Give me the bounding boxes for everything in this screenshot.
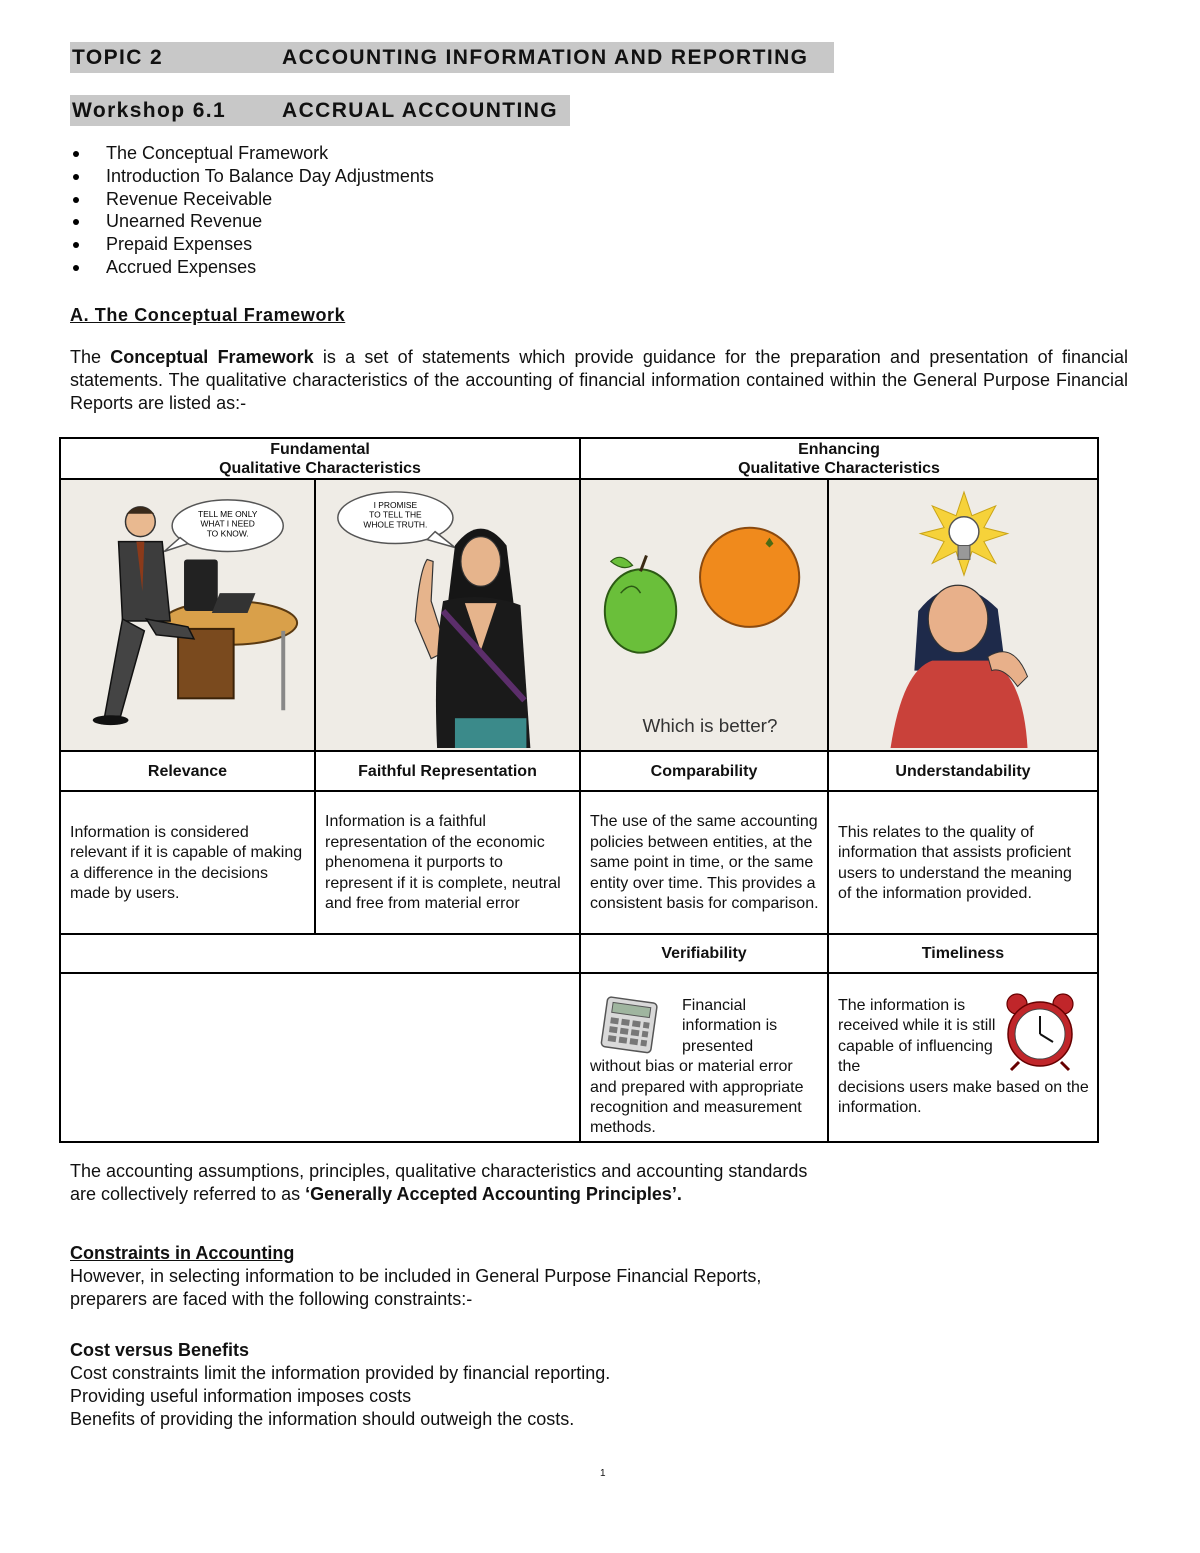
businessman-illustration — [61, 481, 314, 749]
workshop-title: ACCRUAL ACCOUNTING — [282, 99, 559, 122]
lightbulb-woman-illustration — [829, 481, 1097, 749]
list-item: Revenue Receivable — [70, 188, 670, 211]
speech-woman-line3: WHOLE TRUTH. — [363, 519, 428, 530]
enhancing-header — [580, 438, 1098, 479]
constraints-section — [70, 1242, 1070, 1311]
enhancing-line2: Qualitative Characteristics — [738, 459, 940, 477]
intro-bold-term: Conceptual Framework — [110, 347, 314, 367]
verifiability-title: Verifiability — [580, 934, 828, 973]
section-a-title: A. The Conceptual Framework — [70, 305, 346, 325]
intro-rest: is a set of statements which provide guidance for the preparation and presentation of financial statements. The qualitative characteristics of the accounting of financial information contained within the General Purpose Financial Reports are listed as:- — [70, 347, 1128, 413]
faithful-representation-description: Information is a faithful representation of the economic phenomena it purports to represent if it is complete, neutral and free from material error — [315, 791, 580, 934]
cost-benefit-line: Benefits of providing the information should outweigh the costs. — [70, 1409, 575, 1429]
topic-title: ACCOUNTING INFORMATION AND REPORTING — [282, 46, 809, 69]
constraints-title: Constraints in Accounting — [70, 1243, 295, 1263]
verifiability-side-text: Financial information is presented — [682, 997, 778, 1055]
speech-man-line3: TO KNOW. — [206, 528, 249, 539]
list-item: Prepaid Expenses — [70, 233, 670, 256]
gaap-line2-lead: are collectively referred to as — [70, 1184, 301, 1204]
empty-description-cell — [60, 973, 580, 1142]
empty-title-cell — [60, 934, 580, 973]
cost-benefit-line: Providing useful information imposes costs — [70, 1386, 412, 1406]
cost-benefit-line: Cost constraints limit the information provided by financial reporting. — [70, 1363, 611, 1383]
enhancing-line1: Enhancing — [798, 440, 880, 458]
workshop-label: Workshop 6.1 — [72, 99, 227, 122]
speech-woman-line2: TO TELL THE — [369, 509, 422, 520]
topic-bullet-list — [70, 142, 670, 279]
comparability-illustration — [580, 479, 828, 751]
topic-label: TOPIC 2 — [72, 46, 164, 69]
relevance-illustration — [60, 479, 315, 751]
timeliness-description — [828, 973, 1098, 1142]
fundamental-line2: Qualitative Characteristics — [219, 459, 421, 477]
topic-header — [70, 42, 834, 73]
intro-lead: The — [70, 347, 102, 367]
cost-benefit-section — [70, 1339, 1070, 1431]
workshop-header — [70, 95, 570, 126]
gaap-term: ‘Generally Accepted Accounting Principles’. — [305, 1184, 682, 1204]
relevance-description: Information is considered relevant if it is capable of making a difference in the decisions made by users. — [60, 791, 315, 934]
speech-man-line1: TELL ME ONLY — [197, 508, 258, 519]
page-number: 1 — [600, 1468, 606, 1479]
fruit-caption: Which is better? — [642, 715, 778, 737]
comparability-title: Comparability — [580, 751, 828, 791]
comparability-description: The use of the same accounting policies between entities, at the same point in time, or the same entity over time. This provides a consistent basis for comparison. — [580, 791, 828, 934]
calculator-icon — [592, 996, 668, 1056]
list-item: The Conceptual Framework — [70, 142, 670, 165]
verifiability-below-text: without bias or material error and prepared with appropriate recognition and measurement methods. — [590, 1058, 804, 1137]
faithful-representation-title: Faithful Representation — [315, 751, 580, 791]
timeliness-below-text: decisions users make based on the information. — [838, 1078, 1089, 1117]
gaap-line1: The accounting assumptions, principles, qualitative characteristics and accounting standards — [70, 1161, 808, 1181]
relevance-title: Relevance — [60, 751, 315, 791]
section-a-intro — [70, 346, 1128, 415]
constraints-line2: preparers are faced with the following constraints:- — [70, 1289, 473, 1309]
alarm-clock-icon — [997, 992, 1083, 1072]
constraints-line1: However, in selecting information to be included in General Purpose Financial Reports, — [70, 1266, 762, 1286]
gaap-paragraph — [70, 1160, 1070, 1206]
list-item: Unearned Revenue — [70, 210, 670, 233]
understandability-illustration — [828, 479, 1098, 751]
timeliness-title: Timeliness — [828, 934, 1098, 973]
qualitative-characteristics-table — [59, 437, 1099, 1143]
faithful-representation-illustration — [315, 479, 580, 751]
list-item: Accrued Expenses — [70, 256, 670, 279]
apple-orange-illustration — [581, 481, 827, 749]
verifiability-description — [580, 973, 828, 1142]
fundamental-header — [60, 438, 580, 479]
fundamental-line1: Fundamental — [270, 440, 370, 458]
gaap-line2 — [70, 1183, 1070, 1206]
understandability-description: This relates to the quality of information that assists proficient users to understand the meaning of the information provided. — [828, 791, 1098, 934]
timeliness-side-text: The information is received while it is still capable of influencing the — [838, 997, 996, 1076]
speech-man-line2: WHAT I NEED — [200, 518, 255, 529]
list-item: Introduction To Balance Day Adjustments — [70, 165, 670, 188]
cost-benefit-title: Cost versus Benefits — [70, 1340, 250, 1360]
understandability-title: Understandability — [828, 751, 1098, 791]
woman-promise-illustration — [316, 481, 579, 749]
speech-woman-line1: I PROMISE — [373, 499, 418, 510]
